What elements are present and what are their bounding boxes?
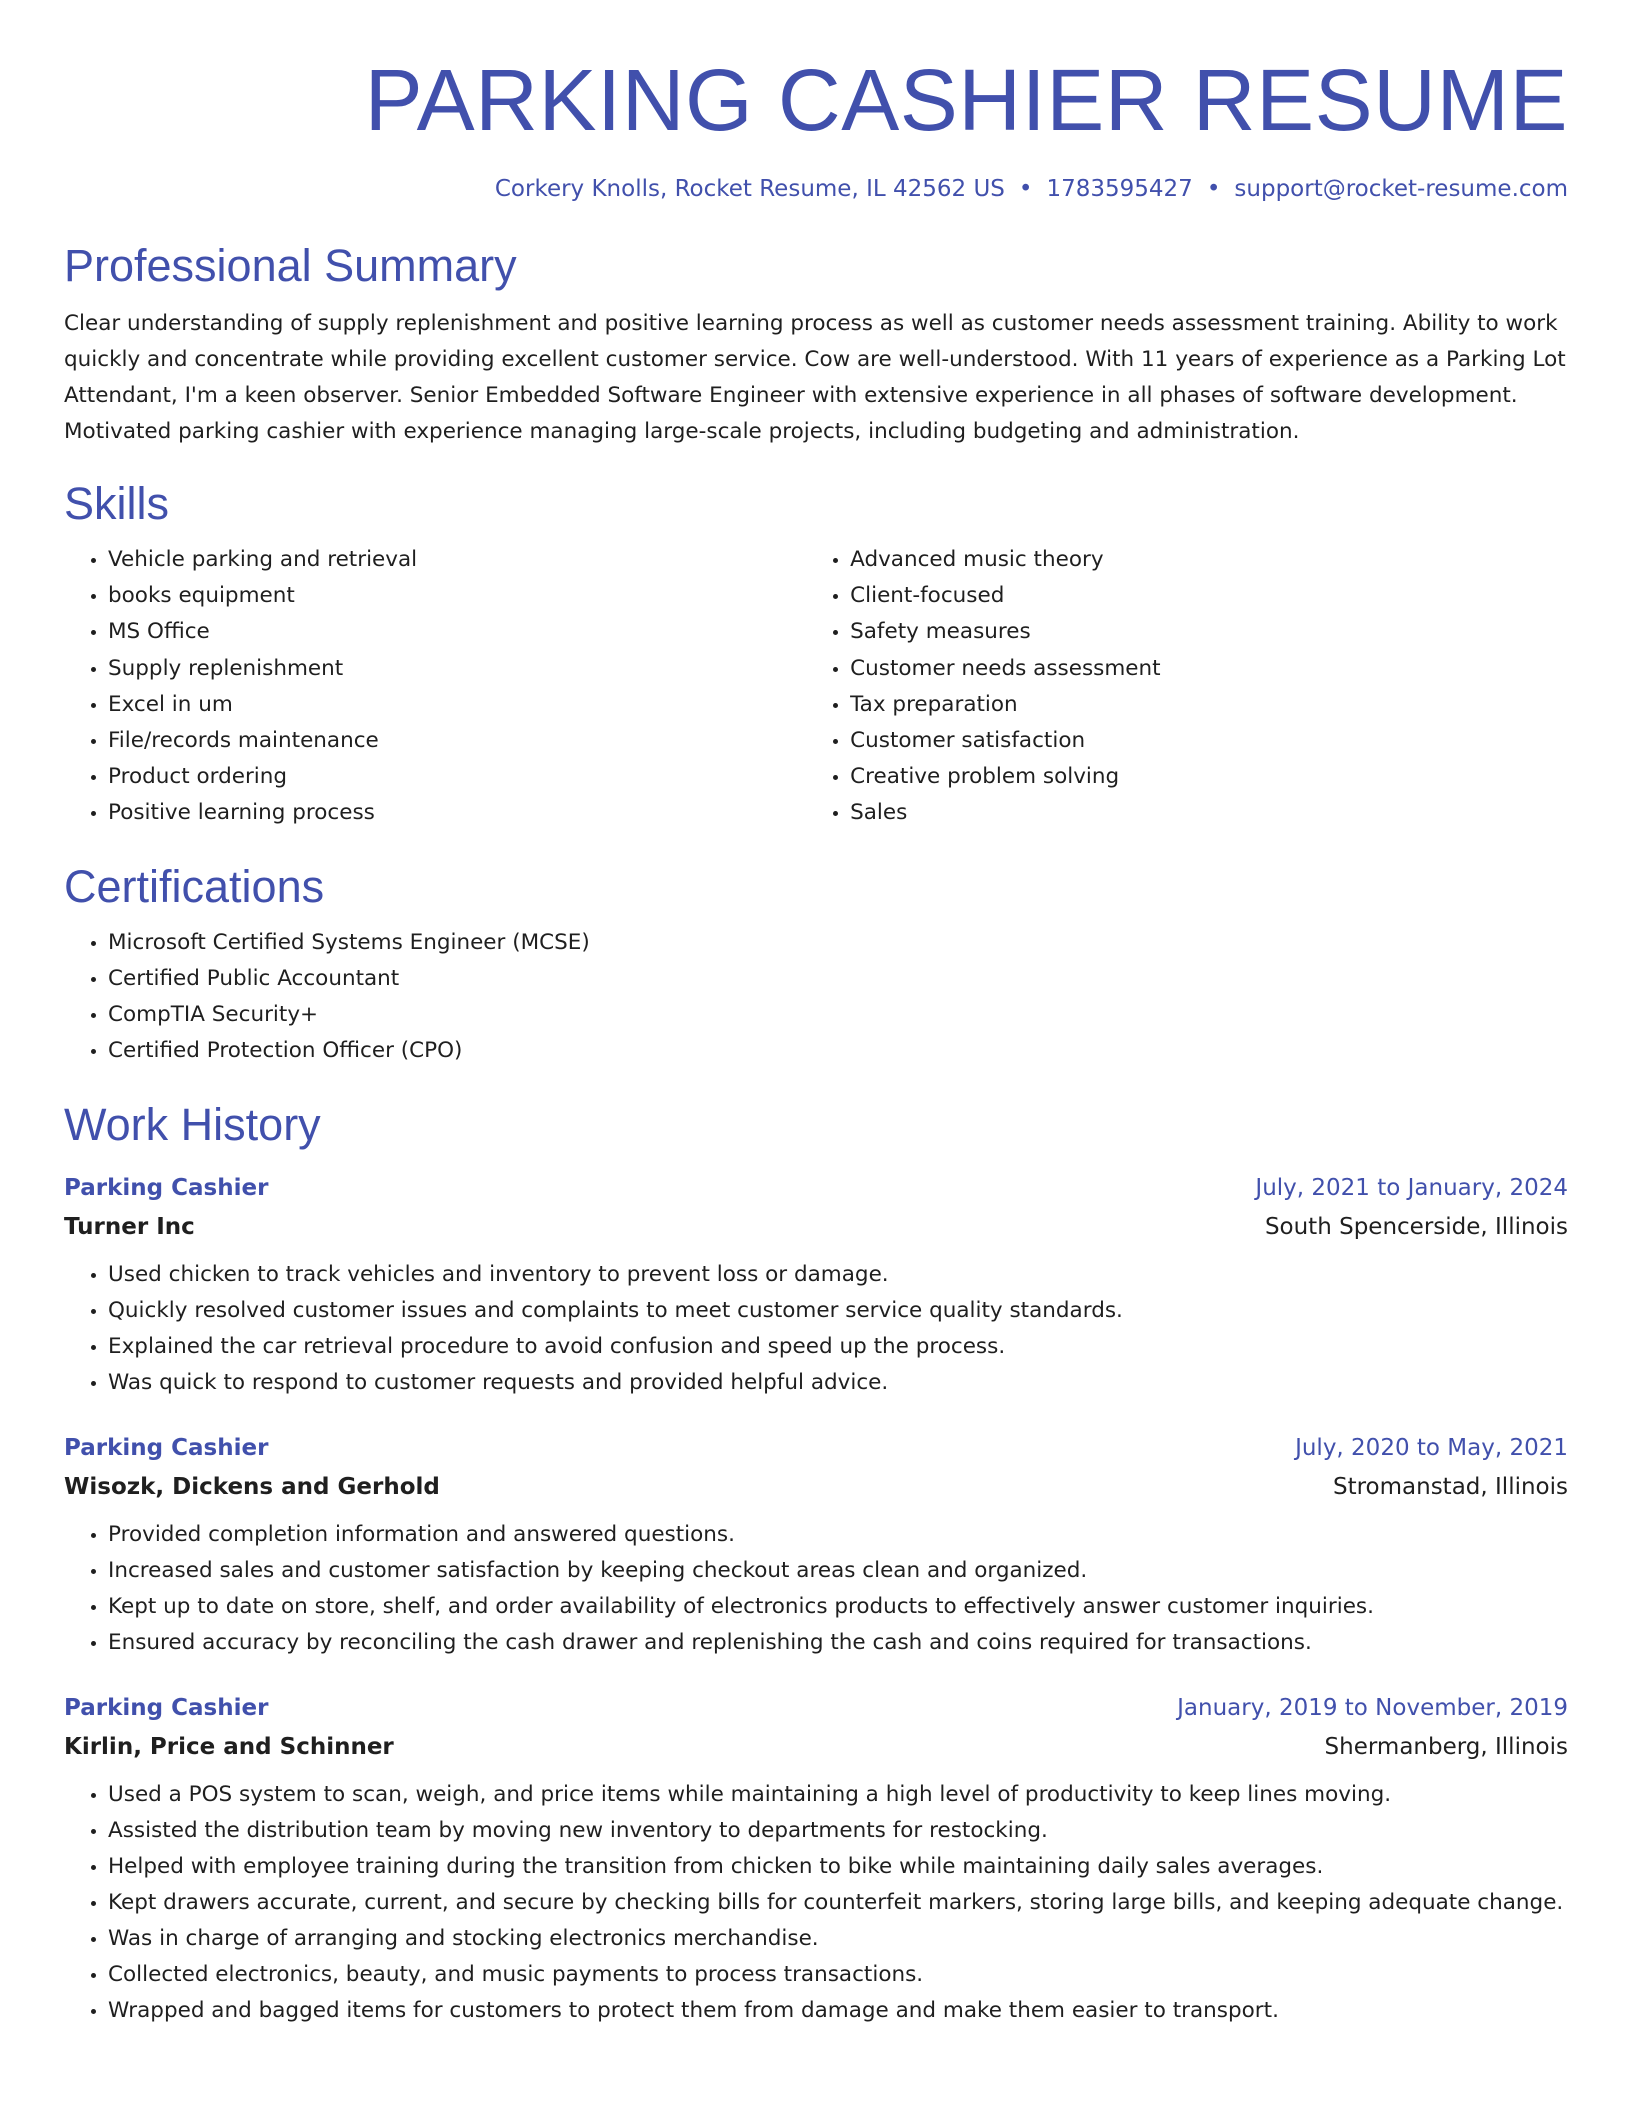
job-dates: January, 2019 to November, 2019	[1177, 1694, 1568, 1721]
summary-heading: Professional Summary	[64, 240, 517, 291]
job-entry	[64, 1429, 1568, 1661]
contact-line	[64, 174, 1568, 204]
skill-item: • Excel in um	[108, 687, 806, 723]
job-title-row	[64, 1169, 1568, 1207]
skills-list-left	[64, 542, 806, 832]
job-bullet: • Wrapped and bagged items for customers to protect them from damage and make them easier to transport.	[108, 1993, 1568, 2029]
summary-text: Clear understanding of supply replenishment and positive learning process as well as customer needs assessment training. Ability to work quickly and concentrate while providing excellent customer service. Cow are well-understood. With 11 years of experience as a Parking Lot Attendant, I'm a keen observer. Senior Embedded Software Engineer with extensive experience in all phases of software development. Motivated parking cashier with experience managing large-scale projects, including budgeting and administration.	[64, 311, 1566, 444]
job-title: Parking Cashier	[64, 1434, 269, 1461]
job-company: Wisozk, Dickens and Gerhold	[64, 1473, 440, 1500]
resume-name: PARKING CASHIER RESUME	[364, 52, 1568, 149]
resume-header	[64, 0, 1568, 204]
job-location: Shermanberg, Illinois	[1324, 1733, 1568, 1760]
certification-item: • Certified Public Accountant	[108, 961, 1568, 997]
skill-item: • Customer needs assessment	[850, 651, 1568, 687]
skill-item: • Vehicle parking and retrieval	[108, 542, 806, 578]
skill-item: • File/records maintenance	[108, 723, 806, 759]
job-title: Parking Cashier	[64, 1694, 269, 1721]
skill-item: • Product ordering	[108, 759, 806, 795]
job-bullet: • Helped with employee training during the transition from chicken to bike while maintaining daily sales averages.	[108, 1849, 1568, 1885]
skill-item: • Sales	[850, 795, 1568, 831]
job-company-row	[64, 1207, 1568, 1247]
job-company-row	[64, 1727, 1568, 1767]
job-bullet: • Kept drawers accurate, current, and secure by checking bills for counterfeit markers, storing large bills, and keeping adequate change.	[108, 1885, 1568, 1921]
job-bullets	[64, 1517, 1568, 1661]
certifications-list	[64, 925, 1568, 1069]
skill-item: • Advanced music theory	[850, 542, 1568, 578]
skill-item: • Client-focused	[850, 578, 1568, 614]
certification-item: • Microsoft Certified Systems Engineer (MCSE)	[108, 925, 1568, 961]
job-entry	[64, 1169, 1568, 1401]
job-title-row	[64, 1689, 1568, 1727]
skill-item: • Positive learning process	[108, 795, 806, 831]
certifications-heading: Certifications	[64, 860, 325, 912]
job-bullet: • Increased sales and customer satisfaction by keeping checkout areas clean and organized.	[108, 1553, 1568, 1589]
certification-item: • Certified Protection Officer (CPO)	[108, 1033, 1568, 1069]
skill-item: • MS Office	[108, 614, 806, 650]
job-location: South Spencerside, Illinois	[1264, 1213, 1568, 1240]
work-history-heading: Work History	[64, 1098, 321, 1150]
skill-item: • Safety measures	[850, 614, 1568, 650]
skill-item: • Creative problem solving	[850, 759, 1568, 795]
skill-item: • Customer satisfaction	[850, 723, 1568, 759]
job-bullet: • Kept up to date on store, shelf, and order availability of electronics products to effectively answer customer inquiries.	[108, 1589, 1568, 1625]
skills-columns	[64, 542, 1568, 832]
job-bullet: • Explained the car retrieval procedure to avoid confusion and speed up the process.	[108, 1329, 1568, 1365]
job-dates: July, 2020 to May, 2021	[1295, 1434, 1568, 1461]
contact-separator: •	[1018, 176, 1033, 202]
skills-list-right	[806, 542, 1568, 832]
job-company: Turner Inc	[64, 1213, 195, 1240]
job-bullet: • Collected electronics, beauty, and music payments to process transactions.	[108, 1957, 1568, 1993]
skill-item: • Tax preparation	[850, 687, 1568, 723]
contact-separator: •	[1206, 176, 1221, 202]
job-bullet: • Quickly resolved customer issues and complaints to meet customer service quality standards.	[108, 1293, 1568, 1329]
job-bullet: • Assisted the distribution team by moving new inventory to departments for restocking.	[108, 1813, 1568, 1849]
skill-item: • books equipment	[108, 578, 806, 614]
job-dates: July, 2021 to January, 2024	[1255, 1174, 1568, 1201]
job-bullets	[64, 1257, 1568, 1401]
job-bullet: • Used chicken to track vehicles and inventory to prevent loss or damage.	[108, 1257, 1568, 1293]
job-bullet: • Provided completion information and answered questions.	[108, 1517, 1568, 1553]
skill-item: • Supply replenishment	[108, 651, 806, 687]
job-location: Stromanstad, Illinois	[1332, 1473, 1568, 1500]
job-title: Parking Cashier	[64, 1174, 269, 1201]
summary-section	[64, 238, 1568, 450]
job-bullet: • Ensured accuracy by reconciling the cash drawer and replenishing the cash and coins required for transactions.	[108, 1625, 1568, 1661]
contact-phone: 1783595427	[1046, 176, 1193, 202]
job-company: Kirlin, Price and Schinner	[64, 1733, 394, 1760]
certifications-section	[64, 859, 1568, 1069]
job-bullet: • Was in charge of arranging and stocking electronics merchandise.	[108, 1921, 1568, 1957]
job-bullets	[64, 1777, 1568, 2029]
certification-item: • CompTIA Security+	[108, 997, 1568, 1033]
job-company-row	[64, 1467, 1568, 1507]
job-title-row	[64, 1429, 1568, 1467]
work-history-section	[64, 1097, 1568, 2029]
job-entry	[64, 1689, 1568, 2029]
skills-section	[64, 476, 1568, 832]
job-bullet: • Was quick to respond to customer requests and provided helpful advice.	[108, 1365, 1568, 1401]
contact-email: support@rocket-resume.com	[1234, 176, 1568, 202]
contact-address: Corkery Knolls, Rocket Resume, IL 42562 US	[494, 176, 1005, 202]
skills-heading: Skills	[64, 478, 170, 529]
job-bullet: • Used a POS system to scan, weigh, and price items while maintaining a high level of productivity to keep lines moving.	[108, 1777, 1568, 1813]
